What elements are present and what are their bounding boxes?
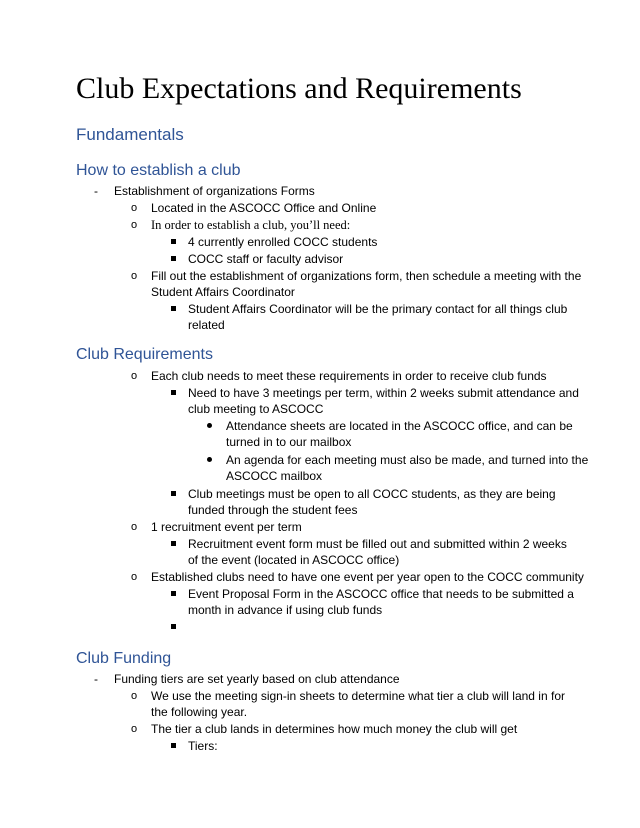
establish-heading: How to establish a club [76,162,241,179]
list-item: We use the meeting sign-in sheets to determine what tier a club will land in for [151,689,565,703]
list-item: Need to have 3 meetings per term, within 2 weeks submit attendance and [188,386,579,400]
list-item: Funding tiers are set yearly based on club attendance [114,672,400,686]
list-item: Event Proposal Form in the ASCOCC office that needs to be submitted a [188,587,574,601]
list-item: An agenda for each meeting must also be made, and turned into the [226,453,589,467]
list-item-continuation: funded through the student fees [188,503,358,517]
circle-bullet: o [131,270,138,282]
square-bullet [171,743,176,748]
document-title: Club Expectations and Requirements [76,72,522,105]
circle-bullet: o [131,521,138,533]
list-item-continuation: of the event (located in ASCOCC office) [188,553,400,567]
list-item: Club meetings must be open to all COCC students, as they are being [188,487,556,501]
square-bullet [171,390,176,395]
list-item: Student Affairs Coordinator will be the primary contact for all things club [188,302,568,316]
list-item: Fill out the establishment of organizations form, then schedule a meeting with the [151,269,582,283]
fundamentals-heading: Fundamentals [76,125,184,144]
list-item: Established clubs need to have one event per year open to the COCC community [151,570,584,584]
dot-bullet [207,423,212,428]
square-bullet [171,256,176,261]
empty-square-bullet [171,624,176,629]
list-item-continuation: ASCOCC mailbox [226,469,323,483]
list-item: COCC staff or faculty advisor [188,252,344,266]
circle-bullet: o [131,690,138,702]
list-item-continuation: the following year. [151,705,248,719]
circle-bullet: o [131,219,138,231]
circle-bullet: o [131,571,138,583]
list-item-continuation: Student Affairs Coordinator [151,285,295,299]
circle-bullet: o [131,370,138,382]
list-item: 1 recruitment event per term [151,520,302,534]
list-item-continuation: related [188,318,225,332]
list-item-continuation: month in advance if using club funds [188,603,383,617]
square-bullet [171,591,176,596]
square-bullet [171,541,176,546]
list-item: Establishment of organizations Forms [114,184,315,198]
list-item: Attendance sheets are located in the ASCOCC office, and can be [226,419,573,433]
square-bullet [171,239,176,244]
list-item-continuation: club meeting to ASCOCC [188,402,324,416]
list-item-continuation: turned in to our mailbox [226,435,352,449]
list-item: In order to establish a club, you’ll need: [151,218,351,232]
list-item: Each club needs to meet these requirements in order to receive club funds [151,369,547,383]
dash-bullet: - [94,184,98,198]
list-item: 4 currently enrolled COCC students [188,235,378,249]
dash-bullet: - [94,672,98,686]
funding-heading: Club Funding [76,650,172,667]
circle-bullet: o [131,202,138,214]
square-bullet [171,491,176,496]
circle-bullet: o [131,723,138,735]
list-item: Tiers: [188,739,218,753]
dot-bullet [207,457,212,462]
requirements-heading: Club Requirements [76,346,213,363]
list-item: Recruitment event form must be filled out and submitted within 2 weeks [188,537,567,551]
list-item: Located in the ASCOCC Office and Online [151,201,377,215]
square-bullet [171,306,176,311]
list-item: The tier a club lands in determines how much money the club will get [151,722,518,736]
